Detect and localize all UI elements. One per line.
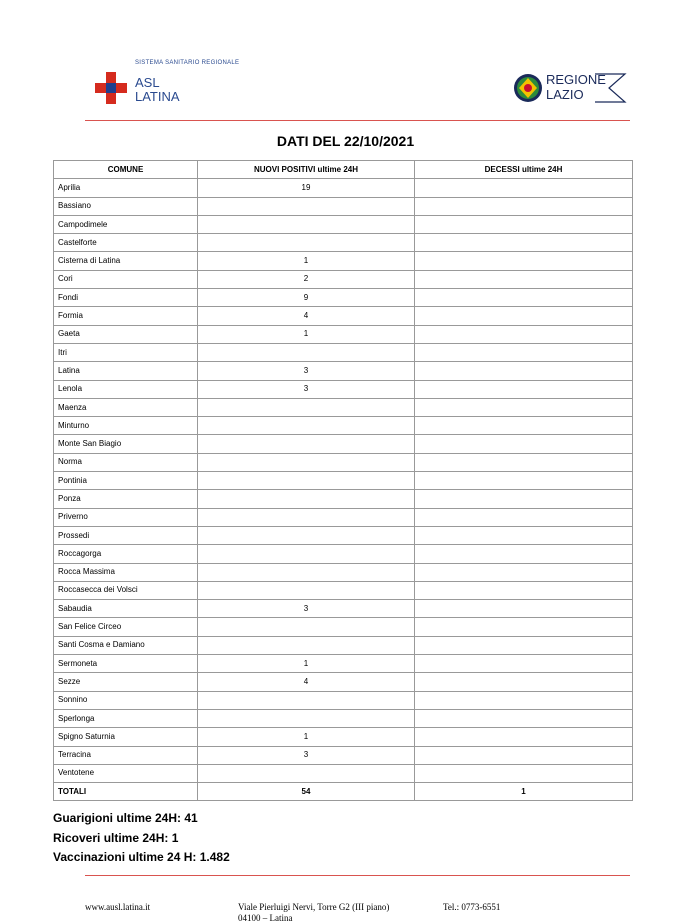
cell-decessi xyxy=(415,764,633,782)
summary-stats xyxy=(53,809,230,868)
table-row xyxy=(54,435,633,453)
cell-comune: Bassiano xyxy=(54,197,198,215)
vaccinazioni-stat: Vaccinazioni ultime 24 H: 1.482 xyxy=(53,850,230,864)
cell-nuovi-positivi xyxy=(198,618,415,636)
covid-data-table xyxy=(53,160,633,801)
cell-nuovi-positivi xyxy=(198,453,415,471)
totals-decessi: 1 xyxy=(415,783,633,801)
footer-address-line1: Viale Pierluigi Nervi, Torre G2 (III piano) xyxy=(238,902,390,912)
cell-comune: Sonnino xyxy=(54,691,198,709)
regione-name-line2: LAZIO xyxy=(546,87,584,102)
asl-subtitle: SISTEMA SANITARIO REGIONALE xyxy=(135,60,240,66)
cell-comune: San Felice Circeo xyxy=(54,618,198,636)
table-row xyxy=(54,343,633,361)
asl-latina-logo xyxy=(95,60,255,110)
cell-nuovi-positivi xyxy=(198,398,415,416)
cell-nuovi-positivi xyxy=(198,472,415,490)
table-row xyxy=(54,655,633,673)
cell-comune: Roccagorga xyxy=(54,545,198,563)
table-row xyxy=(54,417,633,435)
cell-nuovi-positivi xyxy=(198,563,415,581)
cell-comune: Gaeta xyxy=(54,325,198,343)
asl-name-line2: LATINA xyxy=(135,89,180,104)
table-row xyxy=(54,581,633,599)
cell-nuovi-positivi xyxy=(198,636,415,654)
cell-decessi xyxy=(415,307,633,325)
cell-decessi xyxy=(415,252,633,270)
cell-nuovi-positivi: 1 xyxy=(198,655,415,673)
red-cross-icon xyxy=(95,72,127,104)
cell-nuovi-positivi xyxy=(198,508,415,526)
cell-nuovi-positivi: 9 xyxy=(198,289,415,307)
table-row xyxy=(54,526,633,544)
column-header-nuovi-positivi: NUOVI POSITIVI ultime 24H xyxy=(198,161,415,179)
table-row xyxy=(54,764,633,782)
cell-nuovi-positivi: 1 xyxy=(198,325,415,343)
cell-decessi xyxy=(415,545,633,563)
table-row xyxy=(54,709,633,727)
cell-comune: Prossedi xyxy=(54,526,198,544)
table-row xyxy=(54,545,633,563)
cell-nuovi-positivi: 4 xyxy=(198,307,415,325)
cell-comune: Pontinia xyxy=(54,472,198,490)
table-row xyxy=(54,728,633,746)
cell-comune: Latina xyxy=(54,362,198,380)
table-row xyxy=(54,453,633,471)
cell-comune: Priverno xyxy=(54,508,198,526)
cell-decessi xyxy=(415,728,633,746)
cell-nuovi-positivi xyxy=(198,764,415,782)
table-row xyxy=(54,618,633,636)
ricoveri-stat: Ricoveri ultime 24H: 1 xyxy=(53,830,179,845)
cell-comune: Castelforte xyxy=(54,234,198,252)
cell-nuovi-positivi xyxy=(198,581,415,599)
cell-decessi xyxy=(415,563,633,581)
table-header-row xyxy=(54,161,633,179)
cell-decessi xyxy=(415,453,633,471)
footer-website[interactable]: www.ausl.latina.it xyxy=(85,902,151,912)
cell-decessi xyxy=(415,325,633,343)
cell-comune: Campodimele xyxy=(54,215,198,233)
table-row xyxy=(54,179,633,197)
cell-comune: Sezze xyxy=(54,673,198,691)
cell-decessi xyxy=(415,655,633,673)
cell-nuovi-positivi xyxy=(198,490,415,508)
cell-nuovi-positivi xyxy=(198,709,415,727)
cell-comune: Cori xyxy=(54,270,198,288)
cell-comune: Maenza xyxy=(54,398,198,416)
cell-nuovi-positivi: 3 xyxy=(198,362,415,380)
totals-positivi: 54 xyxy=(198,783,415,801)
cell-comune: Monte San Biagio xyxy=(54,435,198,453)
footer-divider xyxy=(85,875,630,876)
table-row xyxy=(54,636,633,654)
cell-decessi xyxy=(415,380,633,398)
footer-address-line2: 04100 – Latina xyxy=(238,913,293,923)
regione-lazio-logo xyxy=(513,72,628,108)
table-row xyxy=(54,691,633,709)
cell-decessi xyxy=(415,289,633,307)
cell-nuovi-positivi xyxy=(198,545,415,563)
regione-name-line1: REGIONE xyxy=(546,72,606,87)
cell-decessi xyxy=(415,270,633,288)
cell-decessi xyxy=(415,435,633,453)
cell-comune: Lenola xyxy=(54,380,198,398)
cell-decessi xyxy=(415,673,633,691)
cell-comune: Aprilia xyxy=(54,179,198,197)
cell-decessi xyxy=(415,691,633,709)
cell-comune: Cisterna di Latina xyxy=(54,252,198,270)
table-row xyxy=(54,472,633,490)
cell-comune: Spigno Saturnia xyxy=(54,728,198,746)
table-row xyxy=(54,490,633,508)
cell-nuovi-positivi: 4 xyxy=(198,673,415,691)
cell-decessi xyxy=(415,179,633,197)
guarigioni-stat: Guarigioni ultime 24H: 41 xyxy=(53,811,198,825)
cell-nuovi-positivi xyxy=(198,691,415,709)
cell-nuovi-positivi xyxy=(198,417,415,435)
table-row xyxy=(54,600,633,618)
cell-decessi xyxy=(415,600,633,618)
cell-comune: Santi Cosma e Damiano xyxy=(54,636,198,654)
cell-nuovi-positivi: 3 xyxy=(198,600,415,618)
cell-decessi xyxy=(415,417,633,435)
table-row xyxy=(54,325,633,343)
cell-nuovi-positivi xyxy=(198,197,415,215)
table-row xyxy=(54,563,633,581)
cell-comune: Formia xyxy=(54,307,198,325)
table-row xyxy=(54,289,633,307)
table-row xyxy=(54,234,633,252)
footer-phone: Tel.: 0773-6551 xyxy=(443,902,501,912)
cell-decessi xyxy=(415,215,633,233)
cell-decessi xyxy=(415,472,633,490)
asl-name-line1: ASL xyxy=(135,75,160,90)
cell-comune: Fondi xyxy=(54,289,198,307)
cell-comune: Norma xyxy=(54,453,198,471)
table-row xyxy=(54,380,633,398)
column-header-decessi: DECESSI ultime 24H xyxy=(415,161,633,179)
cell-comune: Roccasecca dei Volsci xyxy=(54,581,198,599)
cell-comune: Sermoneta xyxy=(54,655,198,673)
cell-decessi xyxy=(415,362,633,380)
cell-comune: Ventotene xyxy=(54,764,198,782)
cell-decessi xyxy=(415,398,633,416)
footer-address xyxy=(238,902,389,924)
cell-decessi xyxy=(415,581,633,599)
cell-nuovi-positivi: 2 xyxy=(198,270,415,288)
cell-decessi xyxy=(415,234,633,252)
page-title: DATI DEL 22/10/2021 xyxy=(276,133,415,149)
cell-decessi xyxy=(415,508,633,526)
cell-nuovi-positivi: 1 xyxy=(198,728,415,746)
cell-comune: Ponza xyxy=(54,490,198,508)
table-row xyxy=(54,307,633,325)
cell-nuovi-positivi xyxy=(198,343,415,361)
cell-nuovi-positivi xyxy=(198,435,415,453)
cell-comune: Terracina xyxy=(54,746,198,764)
header-divider xyxy=(85,120,630,121)
totals-label: TOTALI xyxy=(54,783,198,801)
cell-nuovi-positivi xyxy=(198,234,415,252)
cell-decessi xyxy=(415,618,633,636)
table-row xyxy=(54,746,633,764)
cell-comune: Sperlonga xyxy=(54,709,198,727)
cell-decessi xyxy=(415,636,633,654)
cell-decessi xyxy=(415,197,633,215)
table-row xyxy=(54,197,633,215)
table-row xyxy=(54,215,633,233)
cell-nuovi-positivi: 3 xyxy=(198,380,415,398)
totals-row xyxy=(54,783,633,801)
cell-nuovi-positivi: 19 xyxy=(198,179,415,197)
cell-nuovi-positivi xyxy=(198,526,415,544)
table-row xyxy=(54,398,633,416)
cell-nuovi-positivi: 1 xyxy=(198,252,415,270)
table-row xyxy=(54,270,633,288)
cell-decessi xyxy=(415,526,633,544)
cell-nuovi-positivi: 3 xyxy=(198,746,415,764)
table-row xyxy=(54,252,633,270)
cell-decessi xyxy=(415,490,633,508)
regione-lines-icon xyxy=(595,72,627,104)
table-row xyxy=(54,508,633,526)
cell-decessi xyxy=(415,343,633,361)
cell-comune: Rocca Massima xyxy=(54,563,198,581)
cell-comune: Minturno xyxy=(54,417,198,435)
cell-comune: Itri xyxy=(54,343,198,361)
table-row xyxy=(54,673,633,691)
cell-decessi xyxy=(415,746,633,764)
cell-decessi xyxy=(415,709,633,727)
column-header-comune: COMUNE xyxy=(54,161,198,179)
cell-nuovi-positivi xyxy=(198,215,415,233)
table-row xyxy=(54,362,633,380)
regione-lazio-emblem-icon xyxy=(513,72,543,104)
cell-comune: Sabaudia xyxy=(54,600,198,618)
